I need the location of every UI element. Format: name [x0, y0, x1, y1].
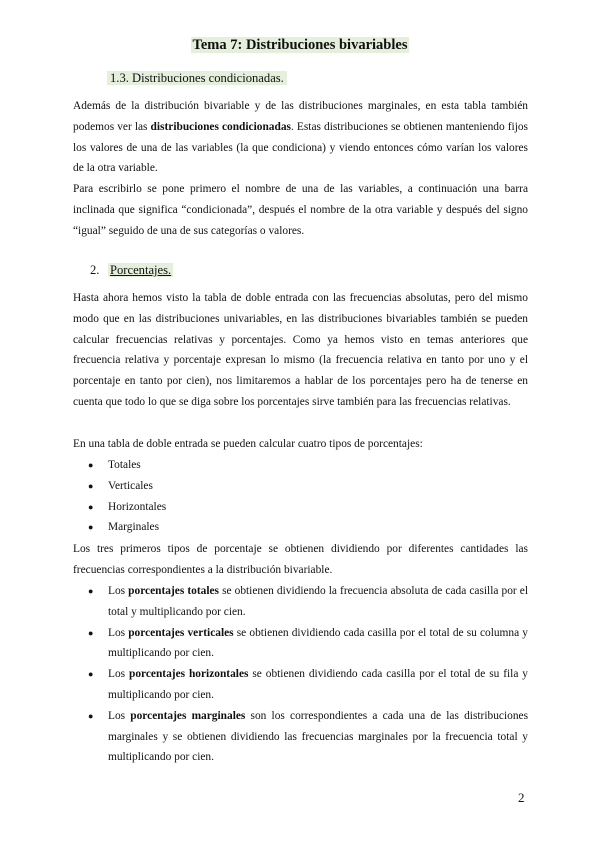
page-title	[0, 37, 600, 54]
list-item-text: son los correspondientes a cada una de las distribuciones marginales y se obtienen dividiendo las frecuencias marginales por la frecuencia total y multiplicando por cien.	[108, 709, 528, 764]
page-title-text: Tema 7: Distribuciones bivariables	[192, 37, 408, 53]
subsection-heading	[107, 71, 287, 86]
paragraph-text: . Estas distribuciones se obtienen manteniendo fijos los valores de una de las variables (la que condiciona) y viendo entonces cómo varían los valores de la otra variable.	[73, 120, 528, 175]
page-number: 2	[518, 790, 525, 805]
details-list	[86, 581, 528, 768]
subsection-heading-text: 1.3. Distribuciones condicionadas.	[107, 71, 287, 85]
list-item	[86, 476, 528, 497]
bold-term: porcentajes marginales	[130, 709, 246, 722]
paragraph-text: Además de la distribución bivariable y de las distribuciones marginales, en esta tabla también podemos ver las	[73, 100, 528, 133]
list-item-text: Marginales	[108, 521, 160, 534]
paragraph-percentages-intro: Hasta ahora hemos visto la tabla de doble entrada con las frecuencias absolutas, pero del mismo modo que en las distribuciones univariables, en las distribuciones bivariables también se pueden calcular frecuencias relativas y porcentajes. Como ya hemos visto en temas anteriores que frecuencia relativa y porcentaje expresan lo mismo (la frecuencia relativa en tanto por uno y el porcentaje en tanto por cien), nos limitaremos a hablar de los porcentajes pero ha de tenerse en cuenta que todo lo que se diga sobre los porcentajes sirve también para las frecuencias relativas.	[73, 292, 528, 408]
types-list	[86, 455, 528, 538]
list-item-text: Los	[108, 668, 129, 681]
list-item	[86, 581, 528, 623]
bold-term: distribuciones condicionadas	[150, 120, 291, 133]
list-item-text: Los	[108, 626, 129, 639]
paragraph-notation: Para escribirlo se pone primero el nombre de una de las variables, a continuación una barra inclinada que significa “condicionada”, después el nombre de la otra variable y después del signo “igual” seguido de una de sus categorías o valores.	[73, 183, 528, 237]
bullet-icon: ●	[88, 460, 94, 470]
list-item-text: se obtienen dividiendo la frecuencia absoluta de cada casilla por el total y multiplicando por cien.	[108, 585, 529, 618]
paragraph-conditional-distributions	[73, 96, 528, 179]
list-item	[86, 455, 528, 476]
list-item	[86, 497, 528, 518]
bullet-icon: ●	[88, 522, 94, 533]
section-number: 2.	[90, 263, 100, 277]
bold-term: porcentajes verticales	[128, 626, 234, 639]
list-item	[86, 517, 528, 538]
list-item	[86, 623, 528, 665]
bullet-icon: ●	[88, 501, 94, 512]
bullet-icon: ●	[88, 669, 94, 680]
section-heading-percentages	[90, 263, 173, 278]
list-item-text: se obtienen dividiendo cada casilla por el total de su fila y multiplicando por cien.	[108, 668, 528, 701]
list-item-text: se obtienen dividiendo cada casilla por el total de su columna y multiplicando por cien.	[108, 626, 528, 660]
paragraph-first-three: Los tres primeros tipos de porcentaje se obtienen dividiendo por diferentes cantidades las frecuencias correspondientes a la distribución bivariable.	[73, 543, 528, 576]
list-item-text: Los	[108, 585, 129, 597]
list-item-text: Totales	[108, 459, 141, 471]
list-item	[86, 664, 528, 706]
bold-term: porcentajes totales	[128, 585, 219, 597]
list-item-text: Verticales	[108, 479, 153, 492]
bullet-icon: ●	[88, 710, 94, 721]
paragraph-four-types: En una tabla de doble entrada se pueden calcular cuatro tipos de porcentajes:	[73, 438, 423, 450]
bullet-icon: ●	[88, 627, 94, 638]
list-item-text: Los	[108, 709, 131, 722]
bullet-icon: ●	[88, 586, 94, 596]
list-item-text: Horizontales	[108, 500, 167, 513]
list-item	[86, 706, 528, 768]
section-title: Porcentajes.	[110, 263, 172, 277]
bullet-icon: ●	[88, 480, 94, 491]
bold-term: porcentajes horizontales	[128, 668, 249, 681]
